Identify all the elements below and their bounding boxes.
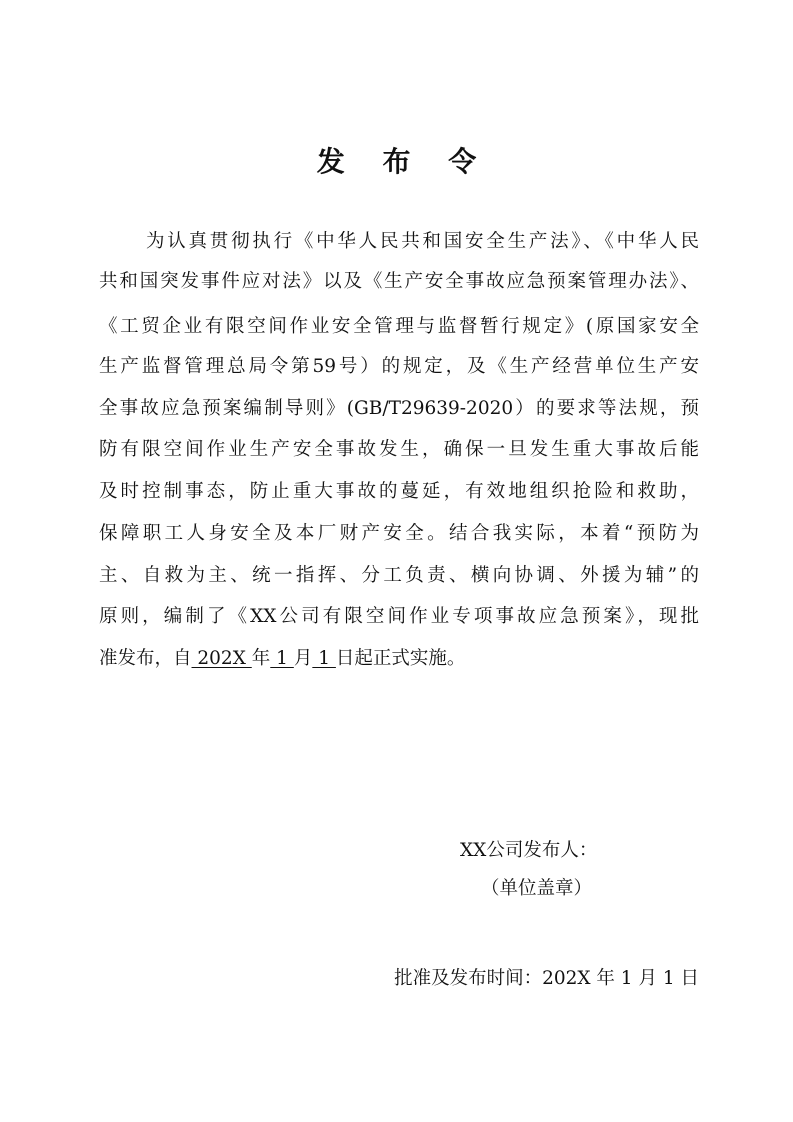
approval-date: 批准及发布时间：202X 年 1 月 1 日 — [394, 968, 699, 989]
body-line-5: 全事故应急预案编制导则》(GB/T29639-2020）的要求等法规，预 — [99, 398, 699, 419]
effective-prefix: 准发布，自 — [99, 648, 192, 669]
effective-day: 1 — [312, 648, 336, 669]
publisher-label: XX公司发布人： — [460, 840, 598, 861]
effective-suffix: 日起正式实施。 — [335, 648, 466, 669]
body-line-4: 生产监督管理总局令第59号）的规定，及《生产经营单位生产安 — [99, 356, 699, 377]
body-line-6: 防有限空间作业生产安全事故发生，确保一旦发生重大事故后能 — [99, 439, 699, 460]
body-line-2: 共和国突发事件应对法》以及《生产安全事故应急预案管理办法》、 — [99, 271, 699, 292]
seal-label: （单位盖章） — [481, 878, 593, 899]
body-line-8: 保障职工人身安全及本厂财产安全。结合我实际，本着“预防为 — [99, 523, 699, 544]
body-line-11 — [99, 646, 699, 672]
body-line-3: 《工贸企业有限空间作业安全管理与监督暂行规定》(原国家安全 — [99, 316, 699, 337]
year-unit: 年 — [251, 648, 271, 669]
month-unit: 月 — [293, 648, 313, 669]
page-title: 发 布 令 — [316, 145, 491, 178]
effective-year: 202X — [191, 648, 252, 669]
body-line-10: 原则，编制了《XX公司有限空间作业专项事故应急预案》，现批 — [99, 606, 699, 627]
body-line-9: 主、自救为主、统一指挥、分工负责、横向协调、外援为辅”的 — [99, 565, 699, 586]
body-line-1: 为认真贯彻执行《中华人民共和国安全生产法》、《中华人民 — [146, 231, 699, 252]
body-line-7: 及时控制事态，防止重大事故的蔓延，有效地组织抢险和救助， — [99, 481, 699, 502]
effective-month: 1 — [270, 648, 294, 669]
